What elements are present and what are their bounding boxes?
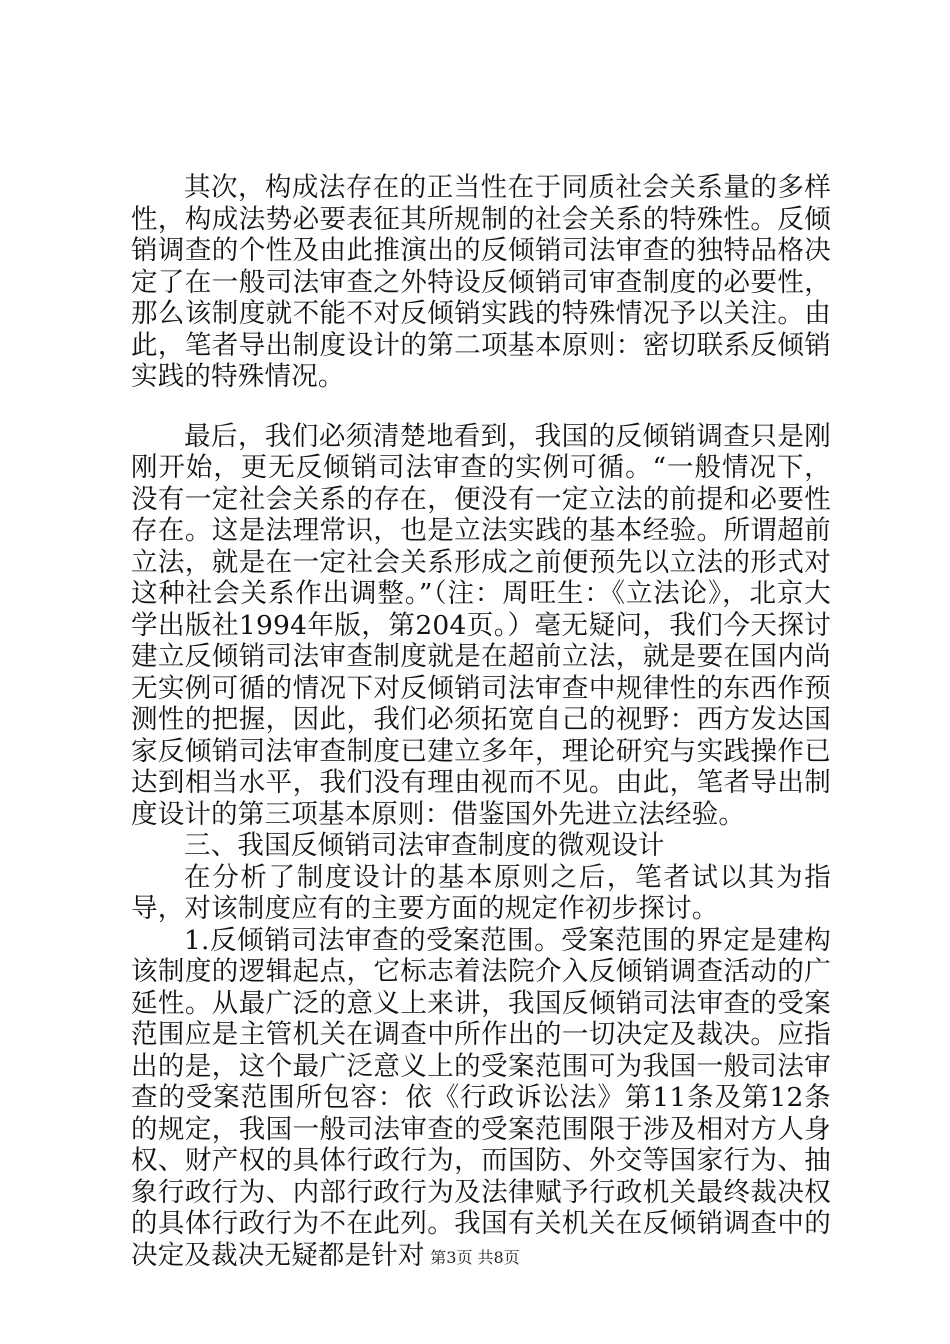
document-body <box>131 172 831 1271</box>
paragraph-scope: 1.反倾销司法审查的受案范围。受案范围的界定是建构该制度的逻辑起点，它标志着法院介入反倾销调查活动的广延性。从最广泛的意义上来讲，我国反倾销司法审查的受案范围应是主管机关在调查中所作出的一切决定及裁决。应指出的是，这个最广泛意义上的受案范围可为我国一般司法审查的受案范围所包容：依《行政诉讼法》第11条及第12条的规定，我国一般司法审查的受案范围限于涉及相对方人身权、财产权的具体行政行为，而国防、外交等国家行为、抽象行政行为、内部行政行为及法律赋予行政机关最终裁决权的具体行政行为不在此列。我国有关机关在反倾销调查中的决定及裁决无疑都是针对 <box>131 924 831 1271</box>
page-footer: 第3页 共8页 <box>430 1248 520 1267</box>
paragraph-second-principle: 其次，构成法存在的正当性在于同质社会关系量的多样性，构成法势必要表征其所规制的社会关系的特殊性。反倾销调查的个性及由此推演出的反倾销司法审查的独特品格决定了在一般司法审查之外特设反倾销司审查制度的必要性，那么该制度就不能不对反倾销实践的特殊情况予以关注。由此，笔者导出制度设计的第二项基本原则：密切联系反倾销实践的特殊情况。 <box>131 172 831 392</box>
paragraph-spacer <box>131 393 831 421</box>
paragraph-third-principle: 最后，我们必须清楚地看到，我国的反倾销调查只是刚刚开始，更无反倾销司法审查的实例可循。“一般情况下，没有一定社会关系的存在，便没有一定立法的前提和必要性存在。这是法理常识，也是立法实践的基本经验。所谓超前立法，就是在一定社会关系形成之前便预先以立法的形式对这种社会关系作出调整。”（注：周旺生：《立法论》，北京大学出版社1994年版，第204页。）毫无疑问，我们今天探讨建立反倾销司法审查制度就是在超前立法，就是要在国内尚无实例可循的情况下对反倾销司法审查中规律性的东西作预测性的把握，因此，我们必须拓宽自己的视野：西方发达国家反倾销司法审查制度已建立多年，理论研究与实践操作已达到相当水平，我们没有理由视而不见。由此，笔者导出制度设计的第三项基本原则：借鉴国外先进立法经验。 <box>131 420 831 830</box>
paragraph-intro: 在分析了制度设计的基本原则之后，笔者试以其为指导，对该制度应有的主要方面的规定作初步探讨。 <box>131 861 831 924</box>
section-heading: 三、我国反倾销司法审查制度的微观设计 <box>184 830 665 861</box>
